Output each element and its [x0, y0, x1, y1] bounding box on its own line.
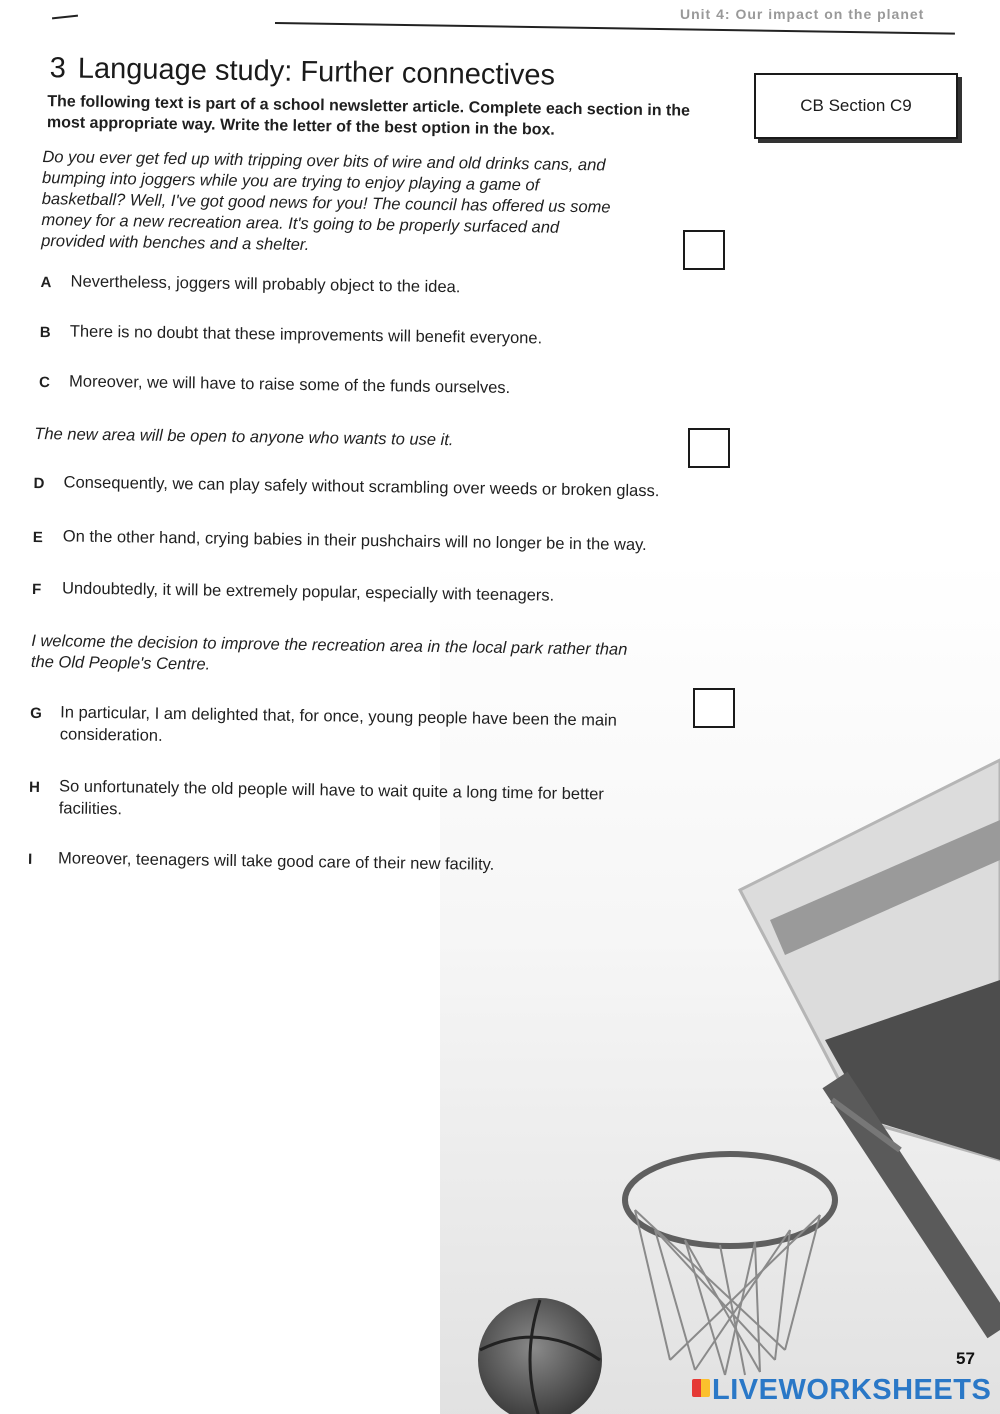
option-text: On the other hand, crying babies in their pushchairs will no longer be in the way.	[62, 527, 647, 555]
option-d	[33, 471, 733, 505]
header-rule-left	[52, 15, 78, 20]
page-number: 57	[956, 1349, 975, 1368]
option-letter: D	[33, 474, 45, 493]
instructions: The following text is part of a school newsletter article. Complete each section in the most appropriate way. Write the letter of the best option in the box.	[46, 93, 691, 139]
option-letter: H	[28, 778, 41, 797]
answer-box-3[interactable]	[693, 688, 735, 728]
option-h	[29, 775, 730, 829]
option-e	[33, 525, 733, 559]
option-a	[40, 270, 736, 304]
option-letter: A	[40, 274, 52, 292]
option-letter: G	[30, 704, 42, 723]
option-text: Consequently, we can play safely without scrambling over weeds or broken glass.	[63, 473, 660, 501]
option-letter: I	[27, 850, 33, 868]
option-f	[32, 577, 732, 611]
newsletter-paragraph-3: I welcome the decision to improve the recreation area in the local park rather than the Old People's Centre.	[30, 631, 628, 674]
option-g	[30, 701, 731, 755]
answer-box-1[interactable]	[683, 230, 725, 270]
watermark-text: LIVEWORKSHEETS	[712, 1374, 992, 1406]
section-number: 3	[49, 52, 67, 85]
answer-box-2[interactable]	[688, 428, 730, 468]
option-letter: C	[38, 374, 51, 392]
running-head: Unit 4: Our impact on the planet	[680, 6, 925, 22]
liveworksheets-logo-icon	[692, 1379, 710, 1397]
option-letter: E	[32, 528, 43, 547]
newsletter-paragraph-2: The new area will be open to anyone who wants to use it.	[34, 424, 454, 450]
option-text: Moreover, teenagers will take good care of their new facility.	[57, 849, 495, 874]
option-text: Undoubtedly, it will be extremely popular, especially with teenagers.	[61, 579, 555, 605]
section-title: Language study: Further connectives	[77, 52, 556, 92]
cb-section-reference	[754, 73, 958, 139]
option-i	[28, 847, 728, 881]
option-text: Moreover, we will have to raise some of the funds ourselves.	[68, 372, 511, 398]
option-b	[40, 320, 736, 354]
option-text: Nevertheless, joggers will probably object to the idea.	[70, 272, 461, 297]
option-text: In particular, I am delighted that, for once, young people have been the main consideration.	[59, 703, 618, 745]
option-text: There is no doubt that these improvements will benefit everyone.	[69, 322, 543, 348]
liveworksheets-watermark	[692, 1374, 991, 1407]
option-letter: F	[31, 580, 42, 599]
option-letter: B	[39, 324, 51, 342]
header-rule	[275, 22, 955, 35]
section-heading	[50, 52, 740, 95]
option-c	[39, 370, 735, 404]
newsletter-paragraph-1: Do you ever get fed up with tripping over bits of wire and old drinks cans, and bumping into joggers while you are trying to enjoy playing a game of basketball? Well, I've got good news for you! The council has offered us some money for a new recreation area. It's going to be properly surfaced and provided with benches and a shelter.	[41, 148, 611, 255]
option-text: So unfortunately the old people will have to wait quite a long time for better facilities.	[58, 777, 605, 819]
exercise-content	[28, 52, 740, 881]
cb-section-label: CB Section C9	[800, 96, 912, 115]
